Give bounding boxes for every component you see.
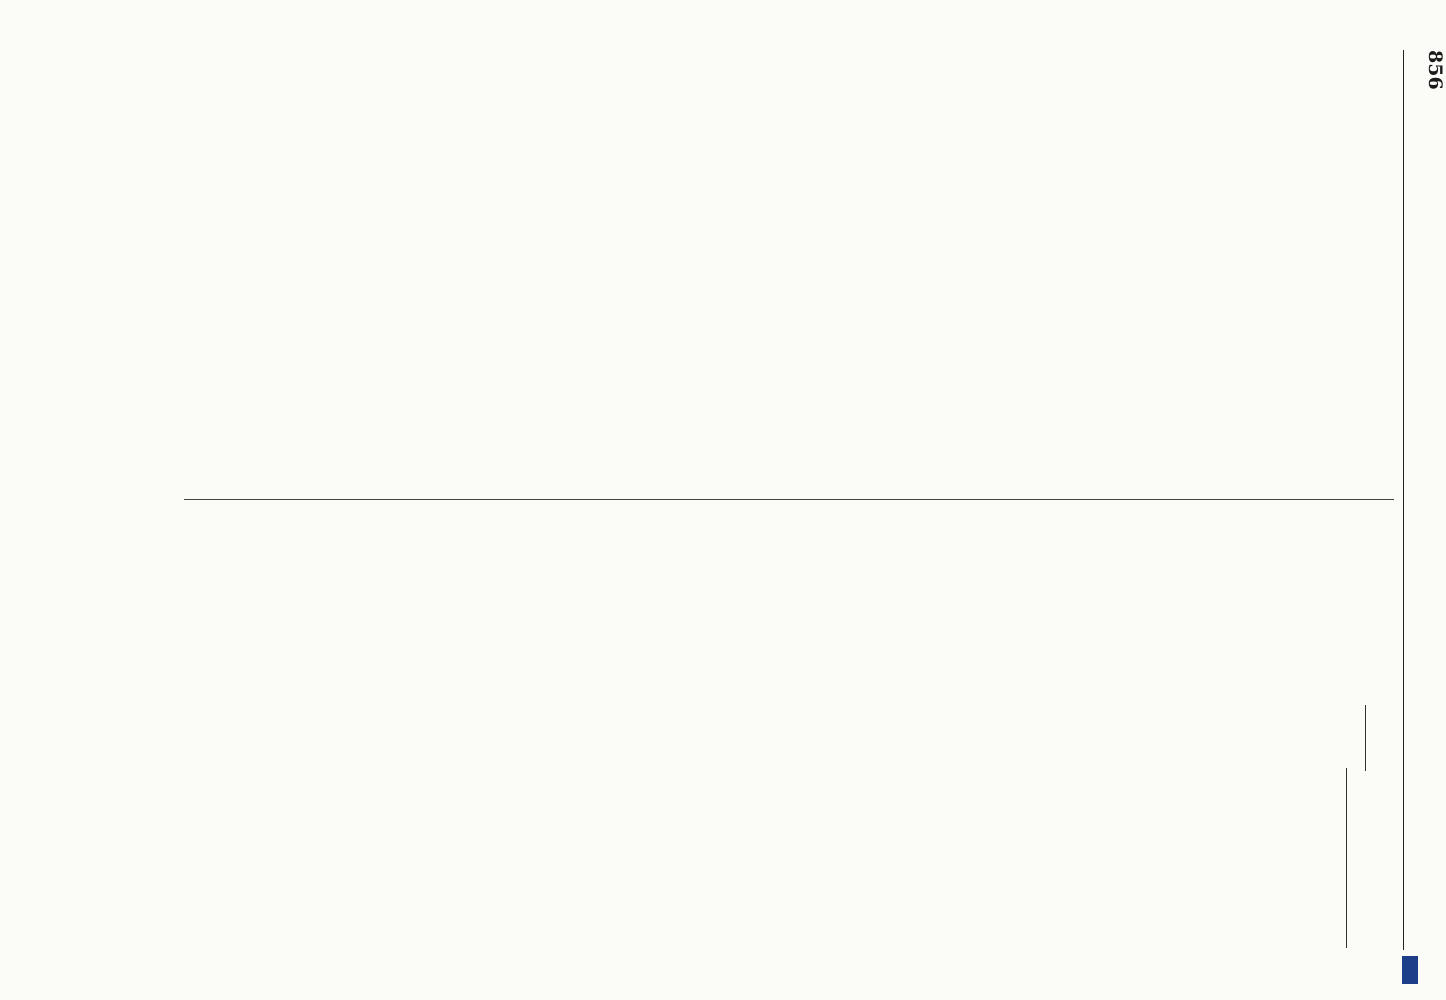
right-text-column — [124, 528, 1394, 948]
dfg-logo-icon — [1402, 956, 1418, 984]
document-page — [116, 50, 1446, 950]
title-rule — [1365, 705, 1366, 771]
reporter-rule — [1346, 768, 1347, 948]
digitization-footer — [1396, 22, 1424, 990]
column-divider — [184, 499, 1394, 500]
page-number: 856 — [1424, 50, 1446, 90]
left-text-column — [124, 50, 1394, 470]
